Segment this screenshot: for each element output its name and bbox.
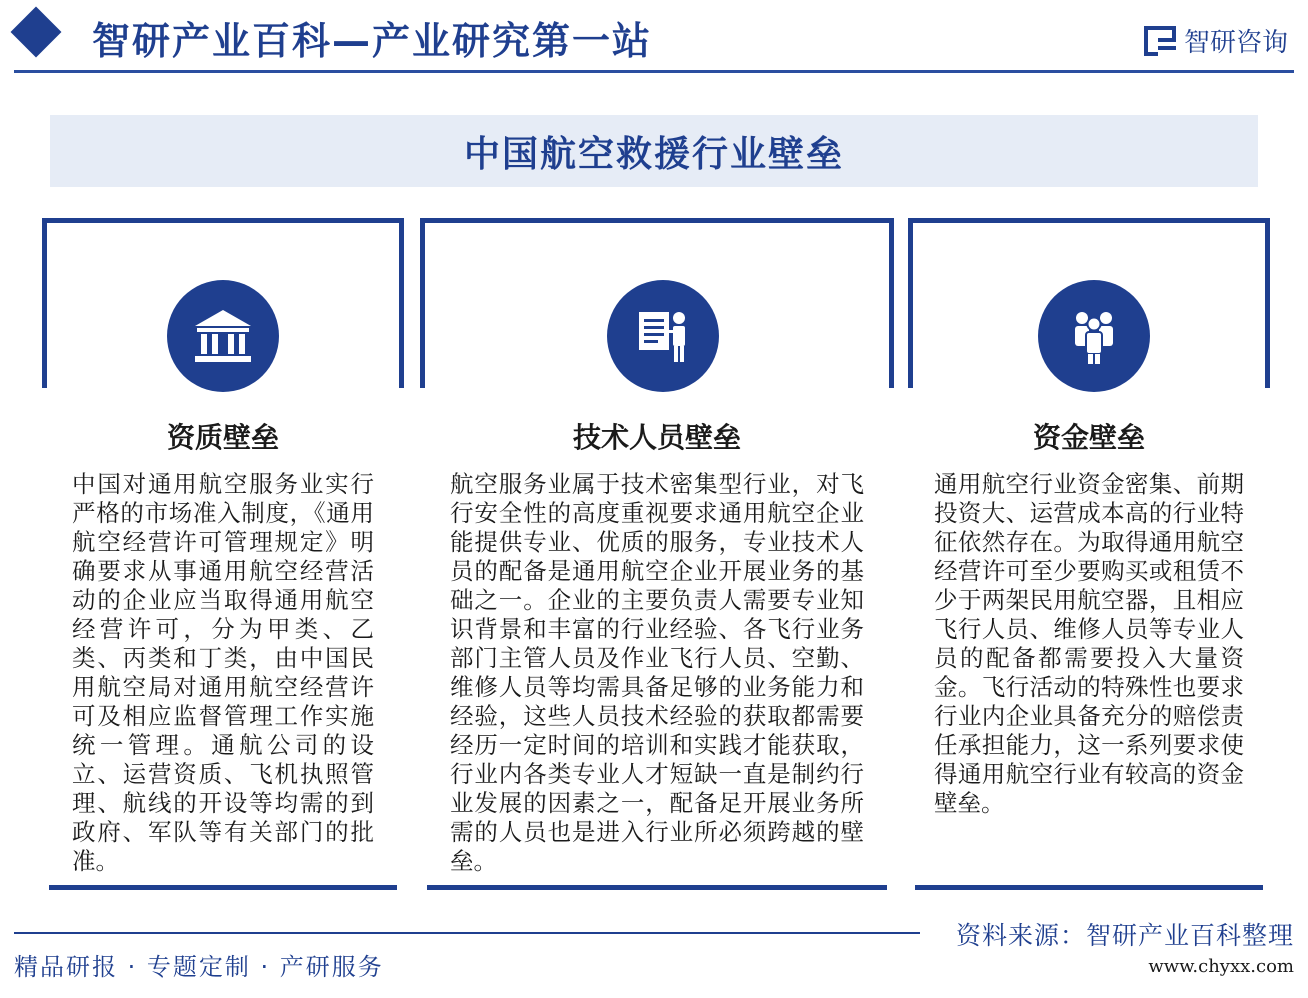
card-qualification	[42, 218, 404, 890]
header-divider	[14, 70, 1294, 73]
logo-text: 智研咨询	[1183, 28, 1288, 58]
document-presenter-icon	[607, 280, 719, 392]
card-title: 技术人员壁垒	[572, 421, 741, 454]
footer-url[interactable]: www.chyxx.com	[1148, 956, 1294, 977]
source-note: 资料来源：智研产业百科整理	[955, 921, 1294, 950]
card-technical-staff	[420, 218, 894, 890]
card-text: 通用航空行业资金密集、前期投资大、运营成本高的行业特征依然存在。为取得通用航空经营许可至少要购买或租赁不少于两架民用航空器，且相应飞行人员、维修人员等专业人员的配备都需要投入大量资金。飞行活动的特殊性也要求行业内企业具备充分的赔偿责任承担能力，这一系列要求使得通用航空行业有较高的资金壁垒。	[934, 470, 1244, 817]
card-text: 中国对通用航空服务业实行严格的市场准入制度，《通用航空经营许可管理规定》明确要求从事通用航空经营活动的企业应当取得通用航空经营许可，分为甲类、乙类、丙类和丁类，由中国民用航空局对通用航空经营许可及相应监督管理工作实施统一管理。通航公司的设立、运营资质、飞机执照管理、航线的开设等均需的到政府、军队等有关部门的批准。	[72, 470, 374, 875]
card-title: 资质壁垒	[166, 421, 279, 454]
footer-slogan: 精品研报 · 专题定制 · 产研服务	[14, 953, 384, 981]
card-title: 资金壁垒	[1032, 421, 1145, 454]
main-title: 中国航空救援行业壁垒	[463, 133, 844, 175]
logo-mark-icon	[1144, 26, 1176, 56]
diamond-icon	[11, 7, 62, 58]
footer-divider	[14, 932, 920, 934]
group-people-icon	[1038, 280, 1150, 392]
card-text: 航空服务业属于技术密集型行业，对飞行安全性的高度重视要求通用航空企业能提供专业、优质的服务，专业技术人员的配备是通用航空企业开展业务的基础之一。企业的主要负责人需要专业知识背景和丰富的行业经验、各飞行业务部门主管人员及作业飞行人员、空勤、维修人员等均需具备足够的业务能力和经验，这些人员技术经验的获取都需要经历一定时间的培训和实践才能获取，行业内各类专业人才短缺一直是制约行业发展的因素之一，配备足开展业务所需的人员也是进入行业所必须跨越的壁垒。	[450, 470, 864, 875]
header-title: 智研产业百科—产业研究第一站	[92, 19, 653, 63]
brand-logo	[1144, 22, 1288, 59]
page-header	[0, 0, 1308, 80]
card-capital	[908, 218, 1270, 890]
main-title-band	[50, 115, 1258, 187]
bank-building-icon	[167, 280, 279, 392]
